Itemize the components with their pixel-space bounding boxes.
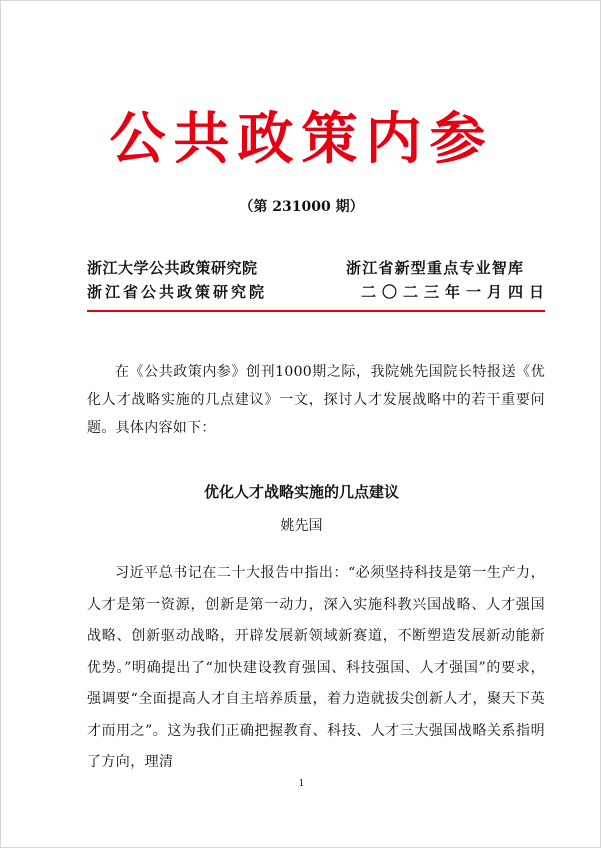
page-number: 1	[298, 779, 305, 789]
publisher-line-1: 浙江大学公共政策研究院	[87, 259, 258, 277]
article-title: 优化人才战略实施的几点建议	[203, 483, 399, 501]
think-tank-label: 浙江省新型重点专业智库	[346, 259, 525, 277]
article-body: 习近平总书记在二十大报告中指出：“必须坚持科技是第一生产力，人才是第一资源，创新是第一动力，深入实施科教兴国战略、人才强国战略、创新驱动战略，开辟发展新领域新赛道，不断塑造发展新动能新优势。”明确提出了“加快建设教育强国、科技强国、人才强国”的要求，强调要“全面提高人才自主培养质量，着力造就拔尖创新人才，聚天下英才而用之”。这为我们正确把握教育、科技、人才三大强国战略关系指明了方向，理清	[87, 565, 545, 770]
masthead-title: 公共政策内参	[109, 106, 494, 172]
issue-number: （第 231000 期）	[239, 199, 364, 215]
header-divider	[87, 310, 545, 312]
publisher-line-2: 浙江省公共政策研究院	[87, 283, 268, 301]
publish-date: 二〇二三年一月四日	[361, 283, 551, 301]
intro-paragraph: 在《公共政策内参》创刊1000期之际，我院姚先国院长特报送《优化人才战略实施的几点建议》一文，探讨人才发展战略中的若干重要问题。具体内容如下：	[87, 364, 545, 436]
article-author: 姚先国	[280, 518, 323, 534]
